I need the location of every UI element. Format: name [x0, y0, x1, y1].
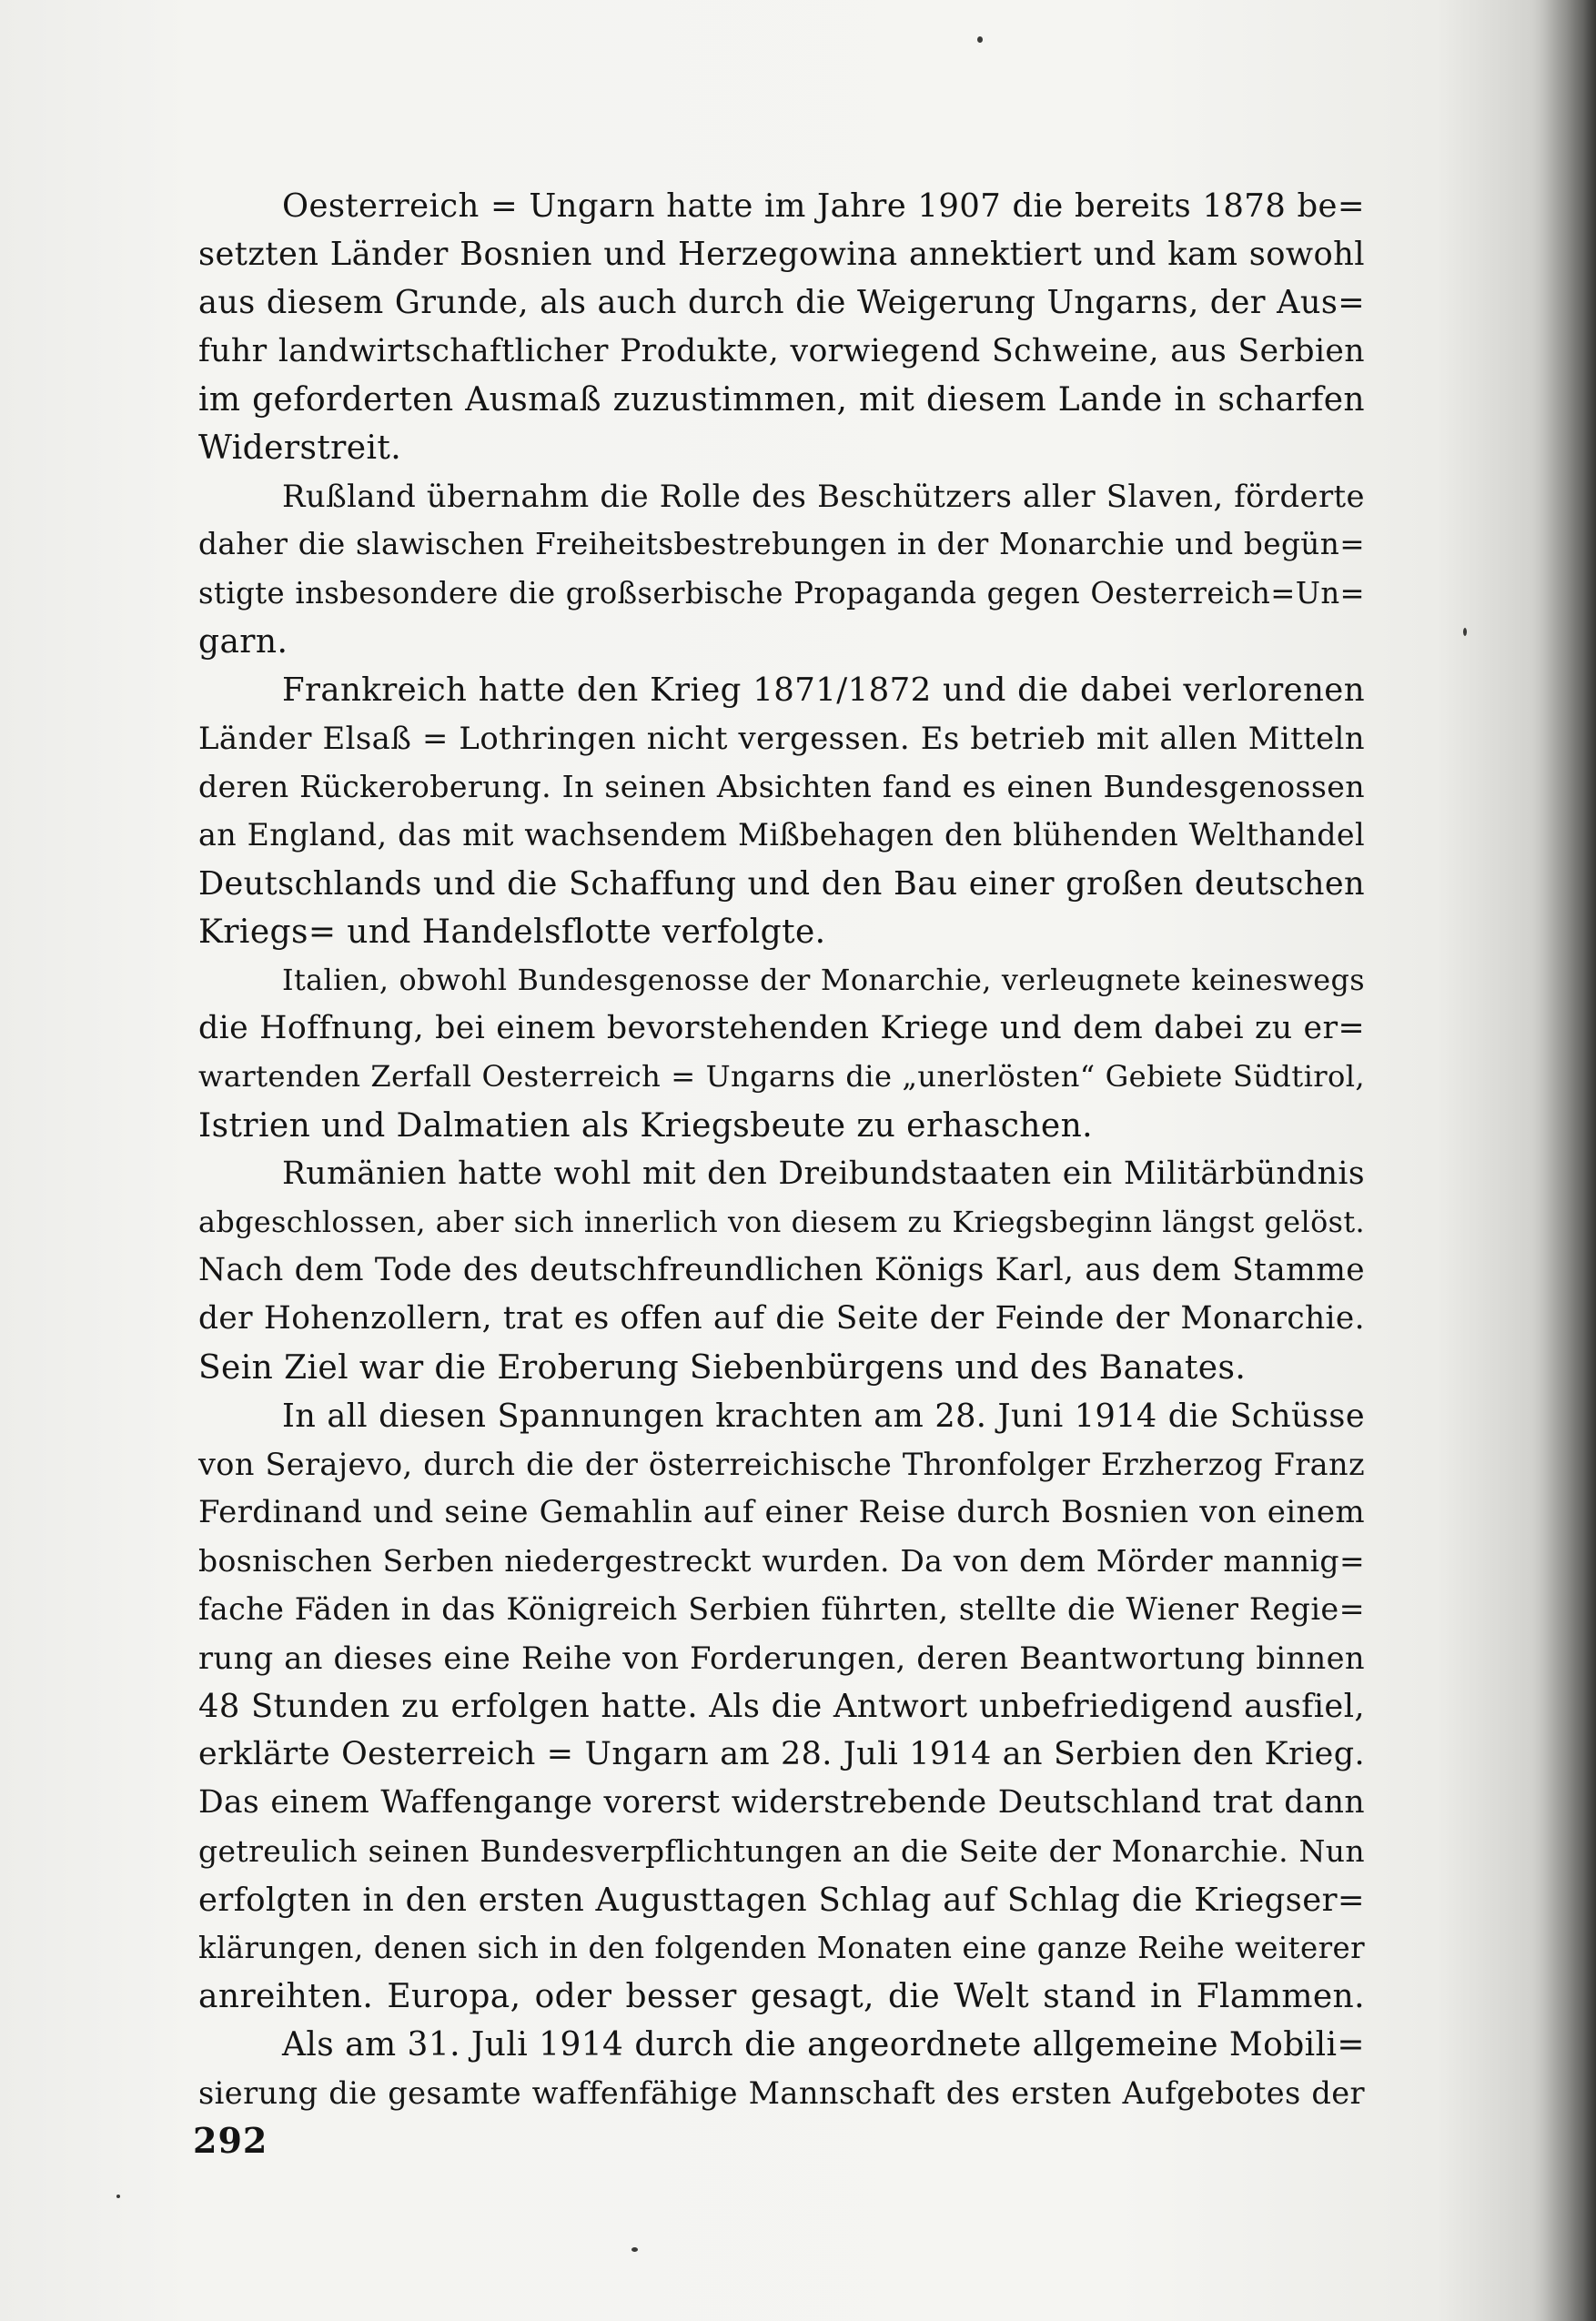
text-line: Frankreich hatte den Krieg 1871/1872 und die dabei verlorenen [282, 671, 1365, 709]
text-line: Kriegs= und Handelsflotte verfolgte. [198, 913, 826, 951]
text-line: Sein Ziel war die Eroberung Siebenbürgens und des Banates. [198, 1348, 1247, 1387]
text-line: erklärte Oesterreich = Ungarn am 28. Juli 1914 an Serbien den Krieg. [198, 1736, 1365, 1772]
text-line: Oesterreich = Ungarn hatte im Jahre 1907 die bereits 1878 be= [282, 187, 1365, 225]
text-line: getreulich seinen Bundesverpflichtungen an die Seite der Monarchie. Nun [198, 1833, 1365, 1870]
text-line: Das einem Waffengange vorerst widerstrebende Deutschland trat dann [198, 1784, 1365, 1821]
text-line: 48 Stunden zu erfolgen hatte. Als die Antwort unbefriedigend ausfiel, [198, 1687, 1365, 1725]
text-line: aus diesem Grunde, als auch durch die Weigerung Ungarns, der Aus= [198, 284, 1365, 322]
text-line: fache Fäden in das Königreich Serbien führten, stellte die Wiener Regie= [198, 1591, 1365, 1628]
body-text [198, 182, 1365, 2118]
text-line: klärungen, denen sich in den folgenden Monaten eine ganze Reihe weiterer [198, 1930, 1365, 1965]
page-number: 292 [193, 2120, 268, 2161]
text-line: Deutschlands und die Schaffung und den Bau einer großen deutschen [198, 864, 1365, 903]
text-line: Nach dem Tode des deutschfreundlichen Königs Karl, aus dem Stamme [198, 1252, 1365, 1289]
text-line: anreihten. Europa, oder besser gesagt, die Welt stand in Flammen. [198, 1977, 1365, 2015]
text-line: im geforderten Ausmaß zuzustimmen, mit diesem Lande in scharfen [198, 380, 1365, 419]
ink-speck [631, 2247, 638, 2252]
text-line: fuhr landwirtschaftlicher Produkte, vorwiegend Schweine, aus Serbien [198, 332, 1365, 369]
text-line: sierung die gesamte waffenfähige Mannschaft des ersten Aufgebotes der [198, 2075, 1365, 2112]
text-line: Rußland übernahm die Rolle des Beschützers aller Slaven, förderte [282, 479, 1365, 515]
text-line: stigte insbesondere die großserbische Propaganda gegen Oesterreich=Un= [198, 575, 1365, 611]
text-line: setzten Länder Bosnien und Herzegowina annektiert und kam sowohl [198, 236, 1365, 274]
text-line: Ferdinand und seine Gemahlin auf einer Reise durch Bosnien von einem [198, 1494, 1365, 1531]
text-line: Widerstreit. [198, 429, 402, 467]
text-line: bosnischen Serben niedergestreckt wurden. Da von dem Mörder mannig= [198, 1543, 1365, 1579]
text-line: Rumänien hatte wohl mit den Dreibundstaaten ein Militärbündnis [282, 1155, 1365, 1192]
text-line: Länder Elsaß = Lothringen nicht vergessen. Es betrieb mit allen Mitteln [198, 721, 1365, 757]
text-line: deren Rückeroberung. In seinen Absichten fand es einen Bundesgenossen [198, 769, 1365, 805]
ink-speck [977, 36, 983, 43]
text-line: der Hohenzollern, trat es offen auf die Seite der Feinde der Monarchie. [198, 1300, 1365, 1337]
text-line: erfolgten in den ersten Augusttagen Schlag auf Schlag die Kriegser= [198, 1881, 1365, 1919]
text-line: abgeschlossen, aber sich innerlich von diesem zu Kriegsbeginn längst gelöst. [198, 1205, 1365, 1239]
text-line: garn. [198, 622, 288, 661]
text-line: daher die slawischen Freiheitsbestrebungen in der Monarchie und begün= [198, 527, 1365, 562]
page-edge-shadow [1543, 0, 1596, 2321]
text-line: Istrien und Dalmatien als Kriegsbeute zu erhaschen. [198, 1106, 1094, 1145]
text-line: Italien, obwohl Bundesgenosse der Monarchie, verleugnete keineswegs [282, 963, 1365, 997]
text-line: die Hoffnung, bei einem bevorstehenden Kriege und dem dabei zu er= [198, 1010, 1365, 1047]
text-line: Als am 31. Juli 1914 durch die angeordnete allgemeine Mobili= [282, 2026, 1365, 2064]
ink-speck [1463, 628, 1467, 636]
text-line: von Serajevo, durch die der österreichische Thronfolger Erzherzog Franz [198, 1446, 1365, 1482]
ink-speck [116, 2195, 120, 2198]
text-line: wartenden Zerfall Oesterreich = Ungarns die „unerlösten“ Gebiete Südtirol, [198, 1059, 1365, 1095]
text-line: In all diesen Spannungen krachten am 28. Juni 1914 die Schüsse [282, 1397, 1365, 1435]
text-line: an England, das mit wachsendem Mißbehagen den blühenden Welthandel [198, 817, 1365, 853]
text-line: rung an dieses eine Reihe von Forderungen, deren Beantwortung binnen [198, 1640, 1365, 1676]
